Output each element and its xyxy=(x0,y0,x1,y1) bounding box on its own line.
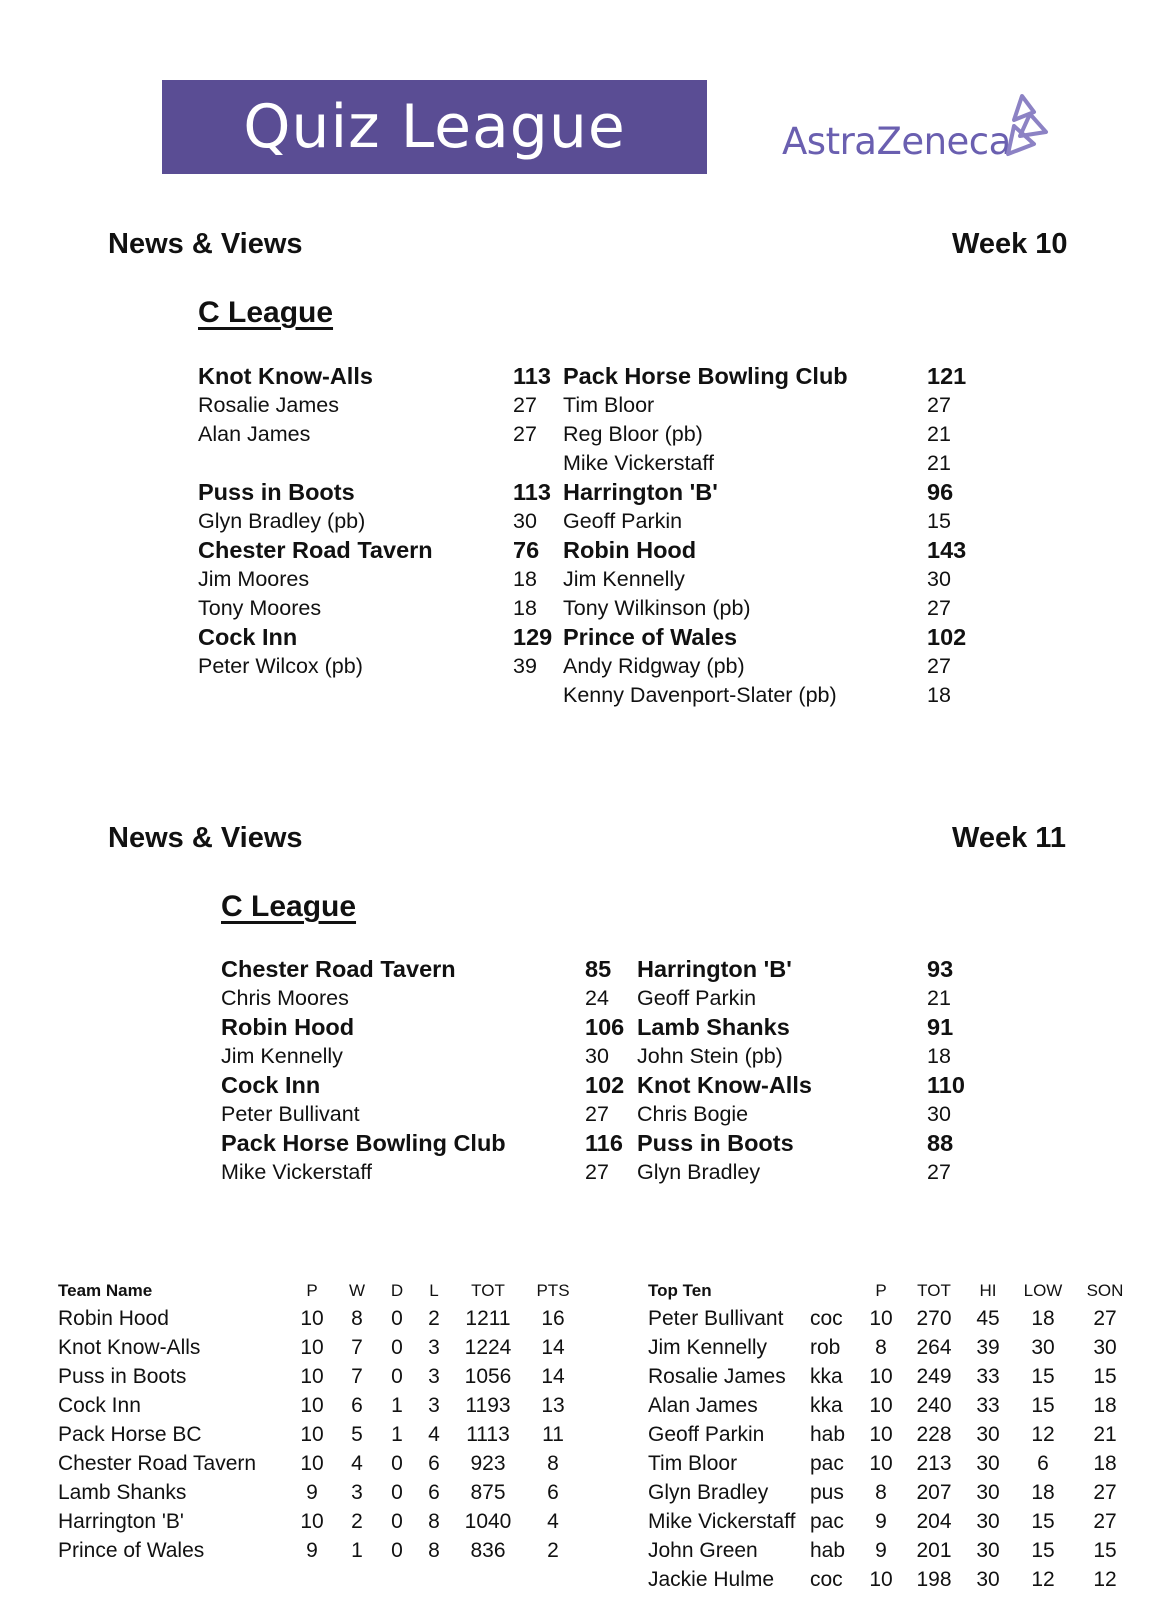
team-name: Puss in Boots xyxy=(637,1130,794,1156)
table-cell: 6 xyxy=(1037,1451,1049,1475)
player-name: Chris Moores xyxy=(221,986,349,1010)
player-name: Jim Kennelly xyxy=(563,567,685,591)
table-cell: Knot Know-Alls xyxy=(58,1335,201,1359)
table-cell: 923 xyxy=(470,1451,506,1475)
player-name: Mike Vickerstaff xyxy=(563,451,714,475)
player-name: Mike Vickerstaff xyxy=(221,1160,372,1184)
table-cell: 21 xyxy=(1093,1422,1117,1446)
table-cell: Peter Bullivant xyxy=(648,1306,784,1330)
table-cell: Prince of Wales xyxy=(58,1538,205,1562)
table-cell: 27 xyxy=(1093,1480,1117,1504)
table-cell: 1 xyxy=(391,1422,403,1446)
table-cell: 8 xyxy=(547,1451,559,1475)
table-cell: 9 xyxy=(875,1509,887,1533)
table-cell: pus xyxy=(810,1480,844,1504)
table-cell: 1040 xyxy=(464,1509,512,1533)
table-cell: 249 xyxy=(916,1364,952,1388)
table-cell: 270 xyxy=(916,1306,952,1330)
table-row xyxy=(648,1304,1138,1333)
table-cell: 18 xyxy=(1093,1393,1117,1417)
table-cell: 836 xyxy=(470,1538,506,1562)
player-name: Andy Ridgway (pb) xyxy=(563,654,745,678)
table-cell: 0 xyxy=(391,1538,403,1562)
spacer xyxy=(198,449,513,478)
team-name: Chester Road Tavern xyxy=(221,956,456,982)
table-cell: 1 xyxy=(351,1538,363,1562)
table-cell: 0 xyxy=(391,1306,403,1330)
column-header: Team Name xyxy=(58,1281,153,1300)
table-cell: 240 xyxy=(916,1393,952,1417)
table-cell: John Green xyxy=(648,1538,758,1562)
table-cell: 10 xyxy=(300,1393,324,1417)
week10-week-label: Week 10 xyxy=(952,228,1068,260)
table-cell: Puss in Boots xyxy=(58,1364,187,1388)
player-name: Alan James xyxy=(198,422,311,446)
table-cell: 204 xyxy=(916,1509,952,1533)
week11-left-results: Chester Road Tavern 85 Chris Moores 24 Robin Hood 106 Jim Kennelly 30 Cock Inn 102 Peter Bullivant 27 Pack Horse Bowling Club 116 Mike Vickerstaff 27 xyxy=(221,955,585,1187)
table-cell: 8 xyxy=(875,1480,887,1504)
table-cell: kka xyxy=(810,1393,843,1417)
table-row xyxy=(648,1420,1138,1449)
table-cell: 30 xyxy=(976,1567,1000,1591)
table-cell: Rosalie James xyxy=(648,1364,786,1388)
table-cell: 9 xyxy=(306,1538,318,1562)
table-cell: 6 xyxy=(428,1480,440,1504)
column-header: P xyxy=(875,1281,887,1300)
table-cell: 14 xyxy=(541,1335,565,1359)
table-row xyxy=(648,1391,1138,1420)
table-row xyxy=(58,1333,582,1362)
column-header: P xyxy=(306,1281,318,1300)
player-name: Geoff Parkin xyxy=(563,509,683,533)
column-header: TOT xyxy=(917,1281,951,1300)
table-cell: 27 xyxy=(1093,1306,1117,1330)
table-cell: Geoff Parkin xyxy=(648,1422,765,1446)
table-cell: 875 xyxy=(470,1480,506,1504)
team-name: Robin Hood xyxy=(221,1014,355,1040)
table-cell: coc xyxy=(810,1306,843,1330)
table-cell: 10 xyxy=(869,1364,893,1388)
table-cell: 1224 xyxy=(464,1335,512,1359)
team-name: Lamb Shanks xyxy=(637,1014,790,1040)
table-row xyxy=(648,1507,1138,1536)
table-cell: 10 xyxy=(869,1393,893,1417)
table-cell: 1193 xyxy=(465,1393,511,1417)
table-cell: 10 xyxy=(300,1422,324,1446)
table-cell: 9 xyxy=(875,1538,887,1562)
week10-heading: News & Views xyxy=(108,228,303,260)
table-cell: 10 xyxy=(300,1306,324,1330)
table-cell: 10 xyxy=(869,1422,893,1446)
team-name: Prince of Wales xyxy=(563,624,738,650)
player-name: Jim Moores xyxy=(198,567,310,591)
table-cell: 39 xyxy=(976,1335,1000,1359)
table-cell: 2 xyxy=(428,1306,440,1330)
week11-league-title: C League xyxy=(221,890,357,923)
table-cell: hab xyxy=(810,1538,846,1562)
table-cell: 15 xyxy=(1031,1393,1055,1417)
quiz-league-banner xyxy=(162,80,707,174)
table-cell: 45 xyxy=(976,1306,1000,1330)
table-cell: 2 xyxy=(351,1509,363,1533)
table-cell: Tim Bloor xyxy=(648,1451,738,1475)
table-cell: 6 xyxy=(428,1451,440,1475)
column-header: L xyxy=(429,1281,439,1300)
table-cell: 11 xyxy=(542,1422,564,1446)
table-cell: 10 xyxy=(300,1364,324,1388)
table-cell: Mike Vickerstaff xyxy=(648,1509,796,1533)
table-cell: 16 xyxy=(541,1306,565,1330)
table-cell: 12 xyxy=(1093,1567,1117,1591)
table-cell: 10 xyxy=(869,1567,893,1591)
column-header: LOW xyxy=(1023,1281,1063,1300)
table-cell: 3 xyxy=(428,1335,440,1359)
table-cell: 207 xyxy=(916,1480,952,1504)
table-row xyxy=(648,1565,1138,1594)
table-cell: 8 xyxy=(428,1538,440,1562)
table-cell: Glyn Bradley xyxy=(648,1480,769,1504)
table-cell: 7 xyxy=(351,1364,363,1388)
table-cell: 4 xyxy=(351,1451,363,1475)
table-cell: rob xyxy=(810,1335,841,1359)
table-cell: 8 xyxy=(875,1335,887,1359)
table-cell: 30 xyxy=(976,1538,1000,1562)
table-row xyxy=(648,1536,1138,1565)
table-cell: Jackie Hulme xyxy=(648,1567,775,1591)
table-cell: 30 xyxy=(976,1480,1000,1504)
table-cell: 1211 xyxy=(465,1306,511,1330)
table-row xyxy=(58,1449,582,1478)
table-cell: Lamb Shanks xyxy=(58,1480,187,1504)
table-cell: 8 xyxy=(428,1509,440,1533)
week11-right-results: Harrington 'B' 93 Geoff Parkin 21 Lamb Shanks 91 John Stein (pb) 18 Knot Know-Alls 110 Chris Bogie 30 Puss in Boots 88 Glyn Bradley 27 xyxy=(637,955,927,1187)
table-row xyxy=(58,1391,582,1420)
column-header: SON xyxy=(1086,1281,1124,1300)
table-row xyxy=(58,1507,582,1536)
team-name: Harrington 'B' xyxy=(637,956,792,982)
table-cell: pac xyxy=(810,1451,844,1475)
team-name: Cock Inn xyxy=(221,1072,321,1098)
week10-left-results: Knot Know-Alls 113 Rosalie James 27 Alan James 27 Puss in Boots 113 Glyn Bradley (pb) 30 Chester Road Tavern 76 Jim Moores 18 Tony Moores 18 Cock Inn 129 Peter Wilcox (pb) 39 xyxy=(198,362,513,681)
player-name: Peter Wilcox (pb) xyxy=(198,654,363,678)
player-name: Geoff Parkin xyxy=(637,986,757,1010)
table-row xyxy=(648,1449,1138,1478)
table-cell: 0 xyxy=(391,1364,403,1388)
column-header: TOT xyxy=(471,1281,505,1300)
table-cell: 30 xyxy=(976,1422,1000,1446)
team-name: Pack Horse Bowling Club xyxy=(221,1130,506,1156)
table-cell: Robin Hood xyxy=(58,1306,169,1330)
table-cell: 12 xyxy=(1031,1422,1055,1446)
team-name: Harrington 'B' xyxy=(563,479,718,505)
team-name: Robin Hood xyxy=(563,537,697,563)
table-cell: 33 xyxy=(976,1393,1000,1417)
player-name: Rosalie James xyxy=(198,393,339,417)
table-cell: 1113 xyxy=(466,1422,510,1446)
column-header xyxy=(810,1278,856,1304)
table-cell: 15 xyxy=(1031,1364,1055,1388)
player-name: Tim Bloor xyxy=(563,393,655,417)
player-name: Tony Moores xyxy=(198,596,322,620)
table-cell: 10 xyxy=(300,1335,324,1359)
table-cell: 0 xyxy=(391,1480,403,1504)
table-row xyxy=(58,1362,582,1391)
table-cell: 0 xyxy=(391,1509,403,1533)
astrazeneca-logo-icon xyxy=(1000,92,1050,167)
table-cell: 7 xyxy=(351,1335,363,1359)
team-name: Chester Road Tavern xyxy=(198,537,433,563)
team-name: Knot Know-Alls xyxy=(637,1072,812,1098)
table-cell: 10 xyxy=(300,1451,324,1475)
table-cell: 228 xyxy=(916,1422,952,1446)
table-cell: 213 xyxy=(916,1451,952,1475)
column-header: PTS xyxy=(536,1281,570,1300)
table-cell: 15 xyxy=(1093,1538,1117,1562)
banner-title: Quiz League xyxy=(243,92,626,162)
week11-week-label: Week 11 xyxy=(952,822,1066,854)
league-standings-table xyxy=(58,1278,582,1565)
table-cell: 27 xyxy=(1093,1509,1117,1533)
table-cell: 33 xyxy=(976,1364,1000,1388)
table-cell: Alan James xyxy=(648,1393,758,1417)
table-cell: Jim Kennelly xyxy=(648,1335,768,1359)
player-name: Jim Kennelly xyxy=(221,1044,343,1068)
table-cell: 3 xyxy=(351,1480,363,1504)
table-cell: 198 xyxy=(916,1567,952,1591)
table-cell: coc xyxy=(810,1567,843,1591)
table-cell: 6 xyxy=(351,1393,363,1417)
team-name: Pack Horse Bowling Club xyxy=(563,363,848,389)
table-cell: kka xyxy=(810,1364,843,1388)
table-cell: 18 xyxy=(1093,1451,1117,1475)
player-name: Kenny Davenport-Slater (pb) xyxy=(563,683,837,707)
week10-right-results: Pack Horse Bowling Club 121 Tim Bloor 27 Reg Bloor (pb) 21 Mike Vickerstaff 21 Harrington 'B' 96 Geoff Parkin 15 Robin Hood 143 Jim Kennelly 30 Tony Wilkinson (pb) 27 Prince of Wales 102 Andy Ridgway (pb) 27 Kenny Davenport-Slater (pb) 18 xyxy=(563,362,927,710)
table-cell: 10 xyxy=(300,1509,324,1533)
table-cell: Chester Road Tavern xyxy=(58,1451,257,1475)
column-header: Top Ten xyxy=(648,1281,712,1300)
table-cell: 8 xyxy=(351,1306,363,1330)
table-cell: Cock Inn xyxy=(58,1393,141,1417)
table-row xyxy=(648,1333,1138,1362)
table-cell: 1056 xyxy=(464,1364,512,1388)
week11-heading: News & Views xyxy=(108,822,303,854)
table-row xyxy=(648,1362,1138,1391)
table-cell: hab xyxy=(810,1422,846,1446)
column-header: HI xyxy=(979,1281,997,1300)
table-cell: 14 xyxy=(541,1364,565,1388)
table-cell: 0 xyxy=(391,1335,403,1359)
table-cell: Harrington 'B' xyxy=(58,1509,184,1533)
table-cell: 4 xyxy=(547,1509,559,1533)
table-cell: 15 xyxy=(1031,1538,1055,1562)
player-name: Glyn Bradley xyxy=(637,1160,761,1184)
table-cell: 18 xyxy=(1031,1306,1055,1330)
table-cell: 13 xyxy=(541,1393,565,1417)
table-cell: 3 xyxy=(428,1393,440,1417)
table-cell: pac xyxy=(810,1509,844,1533)
table-cell: 4 xyxy=(428,1422,440,1446)
table-cell: 30 xyxy=(976,1509,1000,1533)
table-cell: 15 xyxy=(1093,1364,1117,1388)
table-cell: 0 xyxy=(391,1451,403,1475)
player-name: Tony Wilkinson (pb) xyxy=(563,596,751,620)
table-row xyxy=(58,1536,582,1565)
table-cell: 2 xyxy=(547,1538,559,1562)
table-cell: 9 xyxy=(306,1480,318,1504)
player-name: Glyn Bradley (pb) xyxy=(198,509,366,533)
table-cell: 30 xyxy=(976,1451,1000,1475)
table-cell: Pack Horse BC xyxy=(58,1422,202,1446)
table-cell: 201 xyxy=(916,1538,952,1562)
table-cell: 6 xyxy=(547,1480,559,1504)
table-cell: 5 xyxy=(351,1422,363,1446)
table-row xyxy=(58,1478,582,1507)
table-cell: 3 xyxy=(428,1364,440,1388)
table-cell: 15 xyxy=(1031,1509,1055,1533)
team-name: Cock Inn xyxy=(198,624,298,650)
top-ten-table xyxy=(648,1278,1138,1594)
team-name: Knot Know-Alls xyxy=(198,363,373,389)
team-name: Puss in Boots xyxy=(198,479,355,505)
player-name: John Stein (pb) xyxy=(637,1044,783,1068)
table-cell: 30 xyxy=(1093,1335,1117,1359)
astrazeneca-logo-text: AstraZeneca xyxy=(782,120,1011,163)
table-cell: 10 xyxy=(869,1306,893,1330)
table-row xyxy=(58,1304,582,1333)
player-name: Chris Bogie xyxy=(637,1102,749,1126)
column-header: D xyxy=(390,1281,404,1300)
table-cell: 12 xyxy=(1031,1567,1055,1591)
table-row xyxy=(648,1478,1138,1507)
table-cell: 30 xyxy=(1031,1335,1055,1359)
table-row xyxy=(58,1420,582,1449)
week10-league-title: C League xyxy=(198,296,334,329)
table-cell: 18 xyxy=(1031,1480,1055,1504)
table-cell: 10 xyxy=(869,1451,893,1475)
table-cell: 1 xyxy=(391,1393,403,1417)
player-name: Peter Bullivant xyxy=(221,1102,360,1126)
table-cell: 264 xyxy=(916,1335,952,1359)
player-name: Reg Bloor (pb) xyxy=(563,422,703,446)
column-header: W xyxy=(348,1281,366,1300)
